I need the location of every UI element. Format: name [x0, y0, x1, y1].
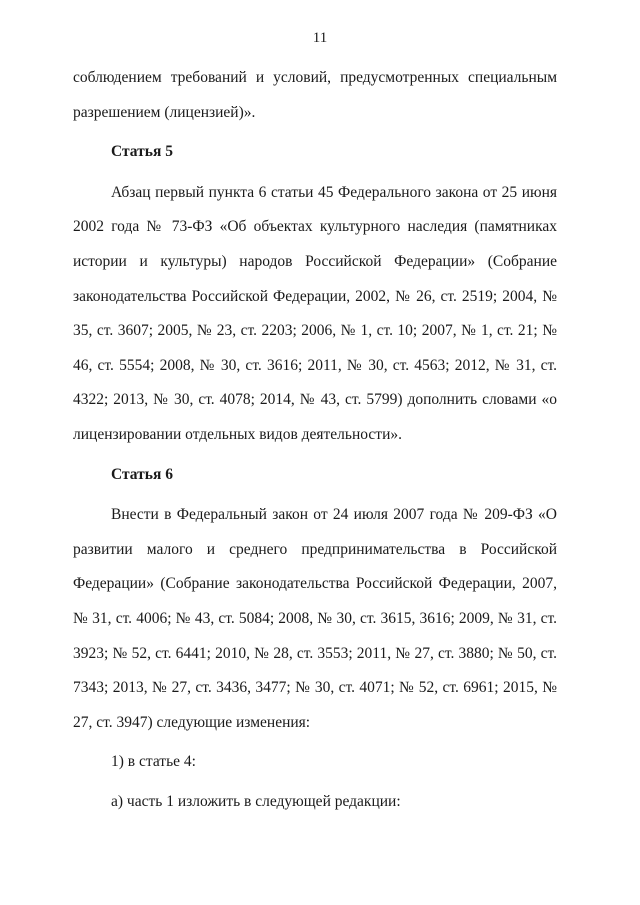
list-item-1: 1) в статье 4: [111, 753, 196, 771]
page-number: 11 [312, 30, 328, 46]
article-5-heading: Статья 5 [111, 143, 173, 161]
article-6-text: Внести в Федеральный закон от 24 июля 2007 года № 209-ФЗ «О развитии малого и среднего предпринимательства в Российской Федерации» (Собрание законодательства Российской Федерации, 2007, № 31, ст. 4006; № 43, ст. 5084; 2008, № 30, ст. 3615, 3616; 2009, № 31, ст. 3923; № 52, ст. 6441; 2010, № 28, ст. 3553; 2011, № 27, ст. 3880; № 50, ст. 7343; 2013, № 27, ст. 3436, 3477; № 30, ст. 4071; № 52, ст. 6961; 2015, № 27, ст. 3947) следующие изменения: [73, 506, 557, 731]
paragraph-continuation: соблюдением требований и условий, предусмотренных специальным разрешением (лицензией)». [73, 69, 557, 121]
document-body [73, 61, 557, 819]
article-6-heading: Статья 6 [111, 465, 173, 483]
list-item-a: а) часть 1 изложить в следующей редакции: [111, 792, 401, 810]
article-5-text: Абзац первый пункта 6 статьи 45 Федерального закона от 25 июня 2002 года № 73-ФЗ «Об объектах культурного наследия (памятниках истории и культуры) народов Российской Федерации» (Собрание законодательства Российской Федерации, 2002, № 26, ст. 2519; 2004, № 35, ст. 3607; 2005, № 23, ст. 2203; 2006, № 1, ст. 10; 2007, № 1, ст. 21; № 46, ст. 5554; 2008, № 30, ст. 3616; 2011, № 30, ст. 4563; 2012, № 31, ст. 4322; 2013, № 30, ст. 4078; 2014, № 43, ст. 5799) дополнить словами «о лицензировании отдельных видов деятельности». [73, 183, 557, 443]
